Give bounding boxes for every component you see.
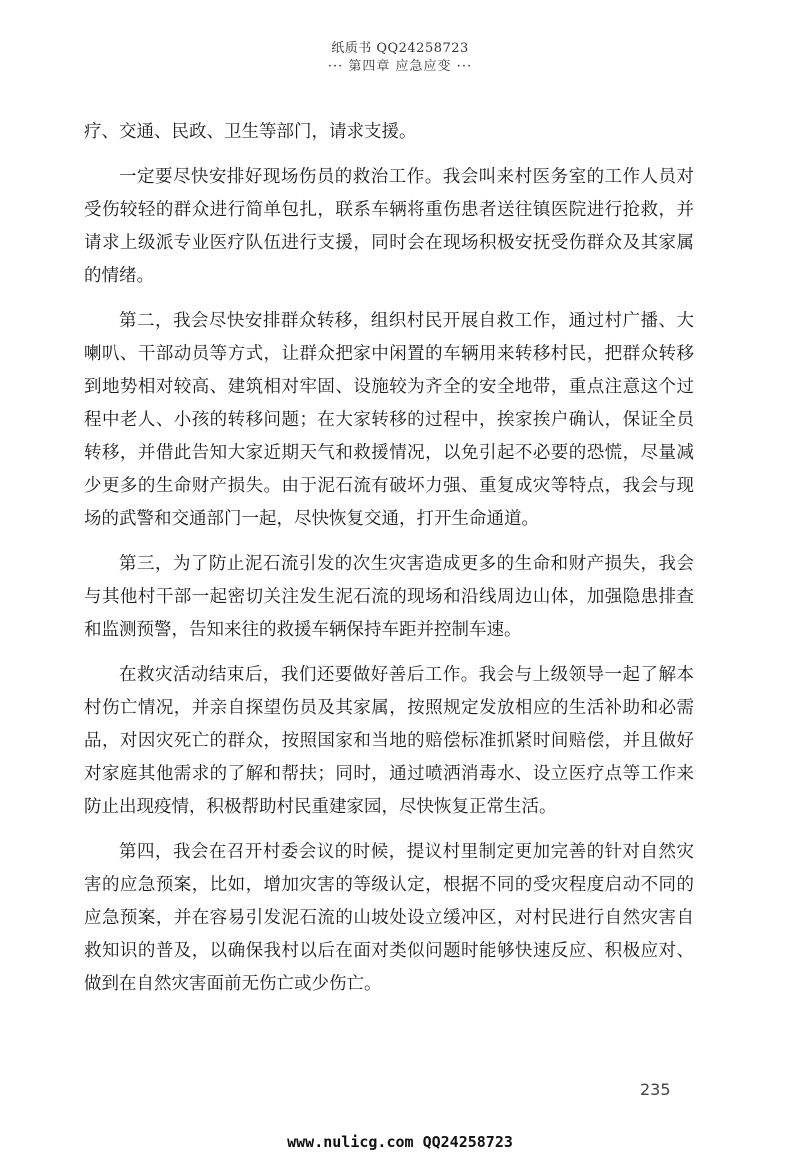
paragraph-point-four: 第四，我会在召开村委会议的时候，提议村里制定更加完善的针对自然灾害的应急预案，比如，增加灾害的等级认定，根据不同的受灾程度启动不同的应急预案，并在容易引发泥石流的山坡处设立缓冲区，对村民进行自然灾害自救知识的普及，以确保我村以后在面对类似问题时能够快速反应、积极应对、做到在自然灾害面前无伤亡或少伤亡。 [84, 842, 694, 994]
paragraph-point-two: 第二，我会尽快安排群众转移，组织村民开展自救工作，通过村广播、大喇叭、干部动员等方式，让群众把家中闲置的车辆用来转移村民，把群众转移到地势相对较高、建筑相对牢固、设施较为齐全的安全地带，重点注意这个过程中老人、小孩的转移问题；在大家转移的过程中，挨家挨户确认，保证全员转移，并借此告知大家近期天气和救援情况，以免引起不必要的恐慌，尽量减少更多的生命财产损失。由于泥石流有破坏力强、重复成灾等特点，我会与现场的武警和交通部门一起，尽快恢复交通，打开生命通道。 [84, 311, 694, 529]
page-body [84, 116, 694, 1013]
paragraph-continuation: 疗、交通、民政、卫生等部门，请求支援。 [84, 122, 417, 142]
paragraph-aftermath: 在救灾活动结束后，我们还要做好善后工作。我会与上级领导一起了解本村伤亡情况，并亲自探望伤员及其家属，按照规定发放相应的生活补助和必需品，对因灾死亡的群众，按照国家和当地的赔偿标准抓紧时间赔偿，并且做好对家庭其他需求的了解和帮扶；同时，通过喷洒消毒水、设立医疗点等工作来防止出现疫情，积极帮助村民重建家园，尽快恢复正常生活。 [84, 665, 694, 817]
paragraph-treat-wounded: 一定要尽快安排好现场伤员的救治工作。我会叫来村医务室的工作人员对受伤较轻的群众进行简单包扎，联系车辆将重伤患者送往镇医院进行抢救，并请求上级派专业医疗队伍进行支援，同时会在现场积极安抚受伤群众及其家属的情绪。 [84, 167, 694, 286]
footer-watermark: www.nulicg.com QQ24258723 [287, 1133, 513, 1151]
paragraph-point-three: 第三，为了防止泥石流引发的次生灾害造成更多的生命和财产损失，我会与其他村干部一起密切关注发生泥石流的现场和沿线周边山体，加强隐患排查和监测预警，告知来往的救援车辆保持车距并控制车速。 [84, 554, 694, 640]
chapter-title: ··· 第四章 应急应变 ··· [327, 59, 473, 74]
running-header [0, 40, 800, 76]
page-number: 235 [640, 1080, 671, 1099]
header-source-line: 纸质书 QQ24258723 [331, 41, 469, 56]
